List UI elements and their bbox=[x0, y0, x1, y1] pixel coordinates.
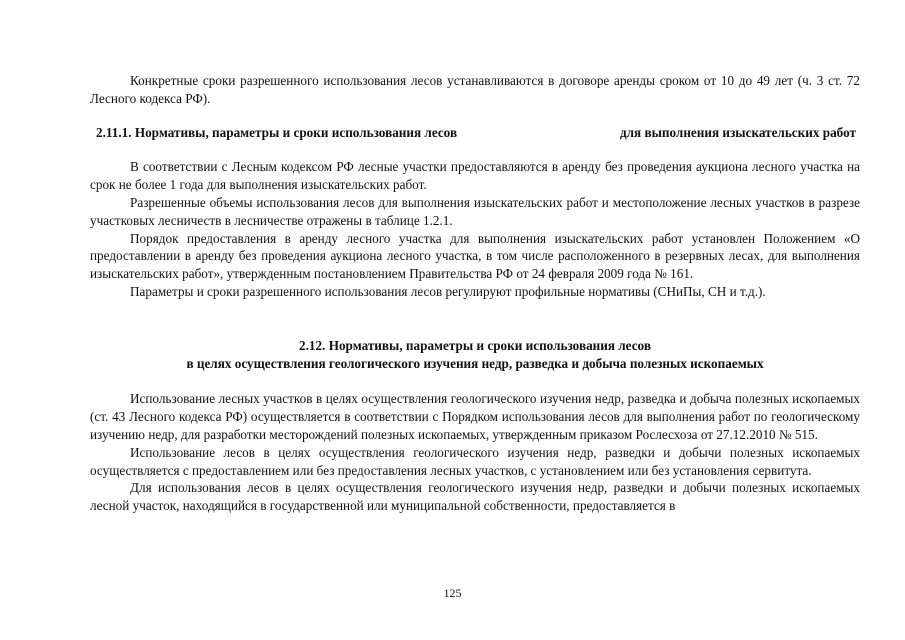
section-2-12-paragraph-1: Использование лесных участков в целях осуществления геологического изучения недр, разведка и добыча полезных ископаемых (ст. 43 Лесного кодекса РФ) осуществляется в соответствии с Порядком использования лесов для выполнения работ по геологическому изучению недр, для разработки месторождений полезных ископаемых, утвержденным приказом Рослесхоза от 27.12.2010 № 515. bbox=[90, 391, 860, 442]
intro-paragraph: Конкретные сроки разрешенного использования лесов устанавливаются в договоре аренды сроком от 10 до 49 лет (ч. 3 ст. 72 Лесного кодекса РФ). bbox=[90, 73, 860, 106]
section-2-11-1-heading bbox=[90, 124, 860, 142]
section-2-11-1-title-left: 2.11.1. Нормативы, параметры и сроки использования лесов bbox=[96, 124, 458, 140]
page-number: 125 bbox=[443, 586, 462, 600]
section-2-11-1-paragraph-1: В соответствии с Лесным кодексом РФ лесные участки предоставляются в аренду без проведения аукциона лесного участка на срок не более 1 года для выполнения изыскательских работ. bbox=[90, 159, 860, 193]
section-2-11-1-paragraph-4: Параметры и сроки разрешенного использования лесов регулируют профильные нормативы (СНиПы, СН и т.д.). bbox=[130, 283, 766, 299]
section-spacer bbox=[90, 301, 860, 337]
heading-spacer bbox=[90, 372, 860, 390]
section-2-12-title-line-1: 2.12. Нормативы, параметры и сроки использования лесов bbox=[299, 337, 651, 353]
section-2-11-1-title-right: для выполнения изыскательских работ bbox=[619, 124, 856, 140]
section-2-11-1-paragraph-3: Порядок предоставления в аренду лесного участка для выполнения изыскательских работ установлен Положением «О предоставлении в аренду без проведения аукциона лесного участка, в том числе расположенного в резервных лесах, для выполнения изыскательских работ», утвержденным постановлением Правительства РФ от 24 февраля 2009 года № 161. bbox=[90, 230, 860, 282]
section-2-11-1-paragraph-2: Разрешенные объемы использования лесов для выполнения изыскательских работ и местоположение лесных участков в разрезе участковых лесничеств в лесничестве отражены в таблице 1.2.1. bbox=[90, 194, 860, 228]
section-2-12-title-line-2: в целях осуществления геологического изучения недр, разведка и добыча полезных ископаемых bbox=[186, 355, 764, 371]
section-2-12-paragraph-3: Для использования лесов в целях осуществления геологического изучения недр, разведки и добычи полезных ископаемых лесной участок, находящийся в государственной или муниципальной собственности, предоставляется в bbox=[90, 480, 860, 514]
section-2-12-paragraph-2: Использование лесов в целях осуществления геологического изучения недр, разведки и добычи полезных ископаемых осуществляется с предоставлением или без предоставления лесных участков, с установлением или без установления сервитута. bbox=[90, 444, 860, 478]
document-page bbox=[90, 72, 860, 515]
